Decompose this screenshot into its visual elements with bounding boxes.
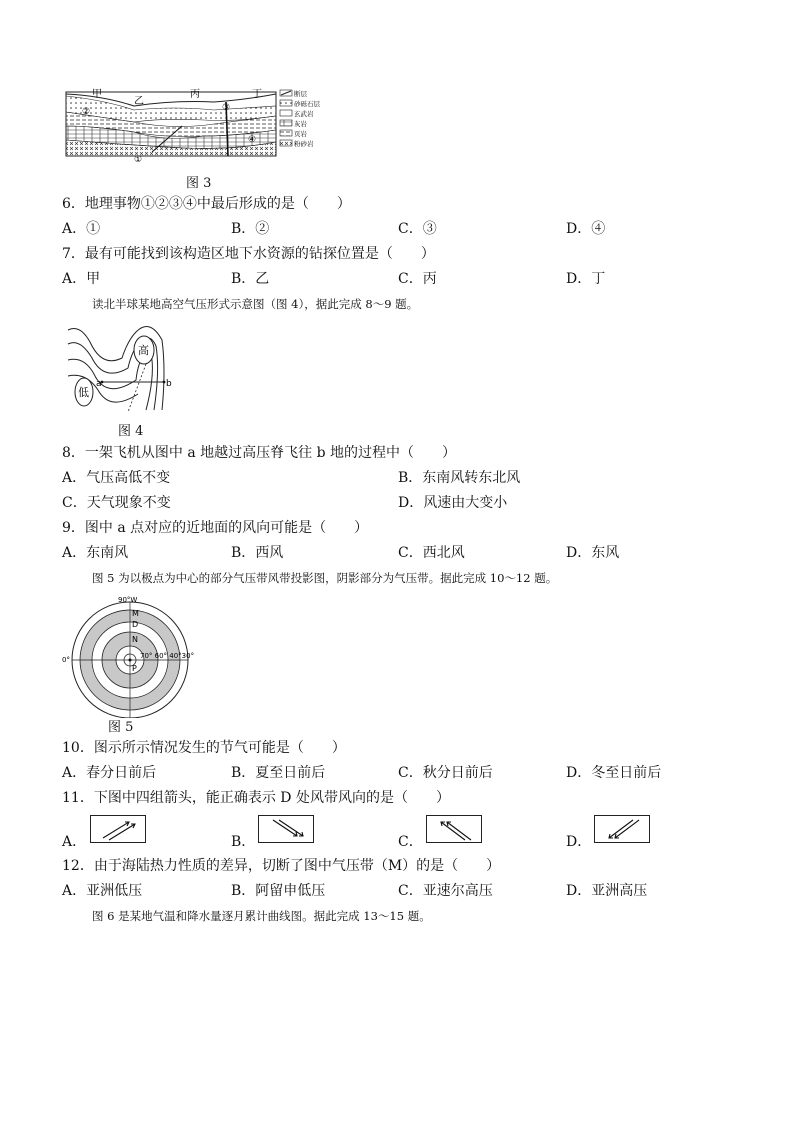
figure-5 [62, 594, 198, 718]
q11-option-d: D． [566, 834, 592, 850]
latitude-labels: 70° 60° 40°30° [140, 652, 195, 660]
figure-4 [66, 320, 178, 416]
q6-option-b: B．② [231, 221, 270, 237]
svg-text:页岩: 页岩 [294, 130, 307, 138]
svg-text:灰岩: 灰岩 [294, 120, 307, 128]
intro-figure-4: 读北半球某地高空气压形式示意图（图 4），据此完成 8～9 题。 [92, 297, 419, 311]
q11-arrow-box-a [90, 815, 146, 843]
fig3-legend [280, 89, 321, 148]
label-m: M [132, 609, 139, 618]
q10-option-b: B．夏至日前后 [231, 765, 326, 781]
figure-3-caption: 图 3 [186, 176, 212, 191]
q7-option-b: B．乙 [231, 271, 270, 287]
point-a: a [96, 379, 102, 389]
q6-option-d: D．④ [566, 221, 606, 237]
svg-text:玄武岩: 玄武岩 [294, 110, 314, 118]
q11-arrow-box-c [426, 815, 482, 843]
mark-1: ① [134, 155, 143, 165]
intro-figure-6: 图 6 是某地气温和降水量逐月累计曲线图。据此完成 13～15 题。 [92, 909, 431, 923]
q9-option-b: B．西风 [231, 545, 284, 561]
svg-text:粉砂岩: 粉砂岩 [294, 140, 314, 148]
label-n: N [132, 635, 138, 644]
q7-option-c: C．丙 [398, 271, 437, 287]
geologic-cross-section [64, 86, 334, 166]
point-b: b [166, 379, 172, 389]
question-6-stem: 6．地理事物①②③④中最后形成的是（ ） [62, 196, 351, 212]
q11-arrow-box-d [594, 815, 650, 843]
arrow-pair-ne-to-sw-icon [595, 816, 651, 844]
mark-4: ④ [248, 135, 257, 145]
arrow-pair-sw-to-ne-icon [91, 816, 147, 844]
label-d: D [132, 620, 139, 629]
q12-option-b: B．阿留申低压 [231, 883, 326, 899]
label-p: P [132, 664, 137, 673]
question-9-stem: 9．图中 a 点对应的近地面的风向可能是（ ） [62, 520, 369, 536]
label-ding: 丁 [252, 89, 262, 100]
figure-3 [64, 86, 334, 166]
label-bing: 丙 [190, 89, 200, 100]
q10-option-a: A．春分日前后 [62, 765, 157, 781]
figure-5-caption: 图 5 [108, 720, 134, 735]
q9-option-a: A．东南风 [62, 545, 129, 561]
label-yi: 乙 [134, 96, 144, 107]
q12-option-c: C．亚速尔高压 [398, 883, 493, 899]
q11-option-c: C． [398, 834, 423, 850]
isobar-map [66, 320, 178, 416]
q8-option-c: C．天气现象不变 [62, 495, 171, 511]
arrow-pair-se-to-nw-icon [427, 816, 483, 844]
q8-option-b: B．东南风转东北风 [398, 470, 521, 486]
mark-3: ③ [222, 103, 231, 113]
q9-option-c: C．西北风 [398, 545, 465, 561]
arrow-pair-nw-to-se-icon [259, 816, 315, 844]
q11-arrow-box-b [258, 815, 314, 843]
q7-option-a: A．甲 [62, 271, 101, 287]
q9-option-d: D．东风 [566, 545, 620, 561]
mark-2: ② [82, 107, 91, 117]
question-11-stem: 11．下图中四组箭头，能正确表示 D 处风带风向的是（ ） [62, 790, 450, 806]
svg-text:砂砾石层: 砂砾石层 [294, 100, 320, 108]
intro-figure-5: 图 5 为以极点为中心的部分气压带风带投影图，阴影部分为气压带。据此完成 10～12 题。 [92, 571, 558, 585]
q6-option-a: A．① [62, 221, 101, 237]
label-0deg: 0° [62, 656, 70, 664]
q11-option-b: B． [231, 834, 256, 850]
q8-option-d: D．风速由大变小 [398, 495, 508, 511]
q10-option-d: D．冬至日前后 [566, 765, 662, 781]
q6-option-c: C．③ [398, 221, 437, 237]
question-7-stem: 7．最有可能找到该构造区地下水资源的钻探位置是（ ） [62, 246, 435, 262]
q12-option-a: A．亚洲低压 [62, 883, 143, 899]
high-label: 高 [138, 344, 149, 357]
low-label: 低 [78, 386, 89, 399]
svg-text:断层: 断层 [294, 90, 307, 98]
q11-option-a: A． [62, 834, 87, 850]
question-8-stem: 8．一架飞机从图中 a 地越过高压脊飞往 b 地的过程中（ ） [62, 445, 457, 461]
label-jia: 甲 [92, 89, 102, 100]
pressure-belt-polar-projection [62, 594, 198, 718]
q7-option-d: D．丁 [566, 271, 606, 287]
q10-option-c: C．秋分日前后 [398, 765, 493, 781]
label-90w: 90°W [118, 596, 138, 604]
q12-option-d: D．亚洲高压 [566, 883, 648, 899]
q8-option-a: A．气压高低不变 [62, 470, 171, 486]
question-12-stem: 12．由于海陆热力性质的差异，切断了图中气压带（M）的是（ ） [62, 858, 501, 874]
figure-4-caption: 图 4 [118, 424, 144, 439]
question-10-stem: 10．图示所示情况发生的节气可能是（ ） [62, 740, 346, 756]
